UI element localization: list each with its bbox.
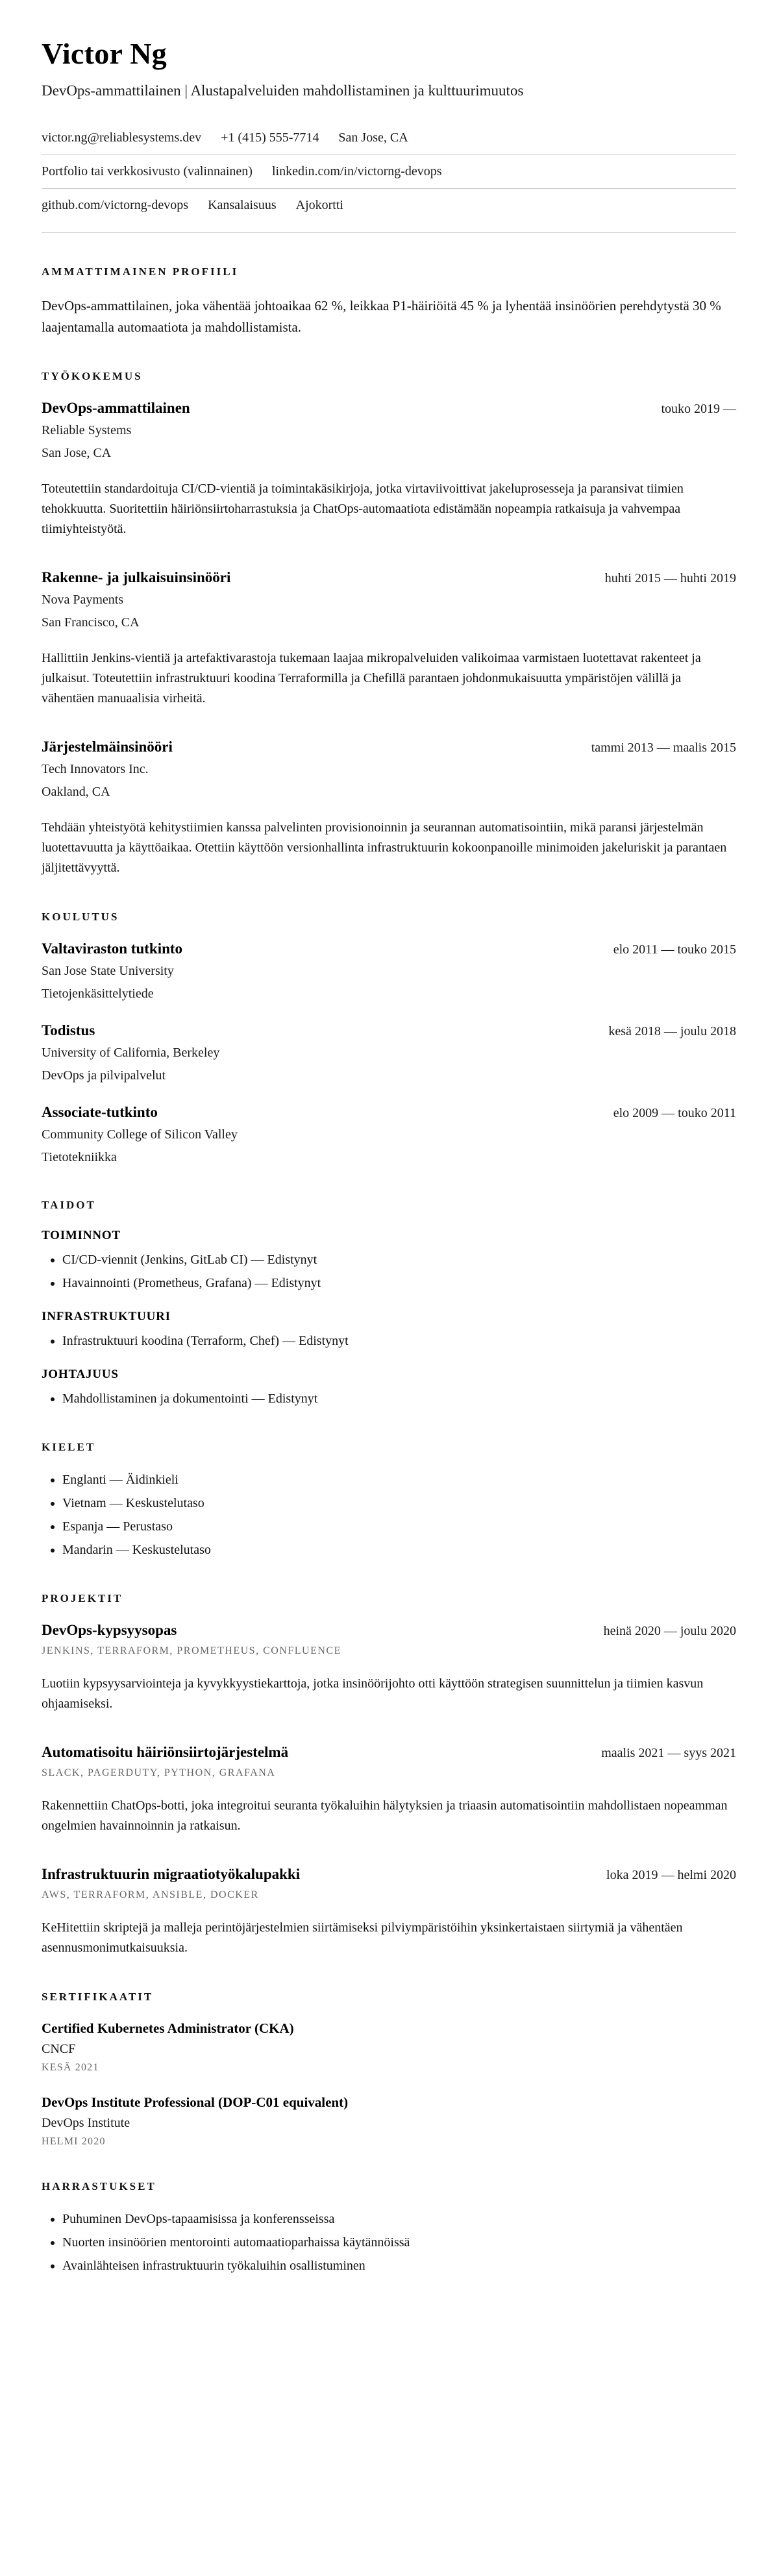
job-entry [42,569,736,709]
job-description: Toteutettiin standardoituja CI/CD-vientiä ja toimintakäsikirjoja, jotka virtaviivoittivat jakeluprosesseja ja paransivat tiimien tehokkuutta. Suoritettiin häiriönsiirtoharrastuksia ja ChatOps-automaatiota edistämään nopeampia ratkaisuja ja vahvempaa tiimiyhteistyötä. [42,482,684,537]
skill-item: • Infrastruktuuri koodina (Terraform, Chef) — Edistynyt [62,1332,736,1351]
education-entry [42,1104,736,1166]
section-education [42,911,736,1166]
section-languages [42,1441,736,1560]
contact-block [42,121,736,233]
education-dates: elo 2009 — touko 2011 [613,1106,736,1121]
project-title: DevOps-kypsyysopas [42,1622,177,1639]
experience-heading: TYÖKOKEMUS [42,370,143,383]
skill-list [42,1332,736,1351]
project-entry [42,1622,736,1714]
contact-citizenship: Kansalaisuus [208,198,277,212]
certification-date: KESÄ 2021 [42,2062,99,2074]
project-dates: heinä 2020 — joulu 2020 [603,1624,736,1639]
skill-item: • CI/CD-viennit (Jenkins, GitLab CI) — Edistynyt [62,1251,736,1270]
job-title: DevOps-ammattilainen [42,400,190,417]
contact-github: github.com/victorng-devops [42,198,189,212]
skill-group [42,1368,736,1408]
project-entry [42,1866,736,1958]
certification-issuer: DevOps Institute [42,2116,130,2131]
resume-header [42,36,736,233]
certification-issuer: CNCF [42,2042,76,2057]
degree-title: Todistus [42,1022,95,1039]
section-projects [42,1592,736,1958]
hobby-item: • Avainlähteisen infrastruktuurin työkaluihin osallistuminen [62,2257,736,2275]
education-dates: kesä 2018 — joulu 2018 [608,1024,736,1039]
profile-text: DevOps-ammattilainen, joka vähentää johtoaikaa 62 %, leikkaa P1-häiriöitä 45 % ja lyhentää insinöörien perehdytystä 30 % laajentamalla automaatiota ja mahdollistamista. [42,298,721,335]
contact-divider [42,232,736,233]
field-of-study: Tietojenkäsittelytiede [42,987,154,1001]
project-entry [42,1744,736,1836]
hobby-item: • Puhuminen DevOps-tapaamisissa ja konferensseissa [62,2210,736,2229]
job-dates: touko 2019 — [661,402,736,417]
project-description: KeHitettiin skriptejä ja malleja perintöjärjestelmien siirtämiseksi pilviympäristöihin yksinkertaistaen siirtymiä ja vähentäen asennusmonimutkaisuuksia. [42,1920,683,1956]
contact-driving-license: Ajokortti [295,198,343,212]
project-description: Luotiin kypsyysarviointeja ja kyvykkyystiekarttoja, jotka insinöörijohto otti käyttöön strategisen suunnittelun ja tiimien kasvun ohjaamiseksi. [42,1676,704,1711]
job-company: Nova Payments [42,593,124,607]
job-dates: tammi 2013 — maalis 2015 [591,741,736,755]
skill-group-name: TOIMINNOT [42,1229,121,1243]
project-head [42,1622,736,1639]
job-head [42,739,736,755]
section-profile [42,265,736,337]
education-entry [42,1022,736,1085]
languages-heading: KIELET [42,1441,96,1454]
contact-phone: +1 (415) 555-7714 [221,130,319,145]
project-head [42,1744,736,1761]
degree-title: Valtaviraston tutkinto [42,940,183,957]
certification-date: HELMI 2020 [42,2136,106,2148]
project-title: Infrastruktuurin migraatiotyökalupakki [42,1866,301,1883]
job-dates: huhti 2015 — huhti 2019 [604,571,736,586]
skill-group-name: INFRASTRUKTUURI [42,1310,171,1324]
education-head [42,940,736,957]
language-item: • Englanti — Äidinkieli [62,1471,736,1490]
skill-list [42,1390,736,1408]
skill-item: • Mahdollistaminen ja dokumentointi — Edistynyt [62,1390,736,1408]
job-description: Hallittiin Jenkins-vientiä ja artefaktivarastoja tukemaan laajaa mikropalveluiden valikoimaa varmistaen luotettavat rakenteet ja julkaisut. Toteutettiin infrastruktuuri koodina Terraformilla ja Chefillä parantaen johdonmukaisuutta ympäristöjen välillä ja vähentäen manuaalisia virheitä. [42,651,701,706]
job-head [42,569,736,586]
education-head [42,1022,736,1039]
skill-group-name: JOHTAJUUS [42,1368,119,1382]
contact-row-1 [42,121,736,154]
job-location: San Jose, CA [42,446,112,461]
profile-heading: AMMATTIMAINEN PROFIILI [42,265,239,278]
job-title: Järjestelmäinsinööri [42,739,173,755]
project-stack: AWS, TERRAFORM, ANSIBLE, DOCKER [42,1889,259,1901]
contact-email: victor.ng@reliablesystems.dev [42,130,202,145]
project-head [42,1866,736,1883]
contact-row-2 [42,155,736,188]
section-certifications [42,1991,736,2148]
project-stack: SLACK, PAGERDUTY, PYTHON, GRAFANA [42,1767,276,1779]
certification-entry [42,2094,736,2148]
skill-item: • Havainnointi (Prometheus, Grafana) — Edistynyt [62,1274,736,1293]
certification-title: DevOps Institute Professional (DOP-C01 equivalent) [42,2094,349,2111]
language-list [42,1471,736,1560]
contact-portfolio: Portfolio tai verkkosivusto (valinnainen) [42,164,253,178]
certification-entry [42,2020,736,2074]
job-location: San Francisco, CA [42,615,140,630]
candidate-name: Victor Ng [42,37,167,70]
school-name: University of California, Berkeley [42,1046,220,1061]
field-of-study: DevOps ja pilvipalvelut [42,1068,166,1083]
school-name: Community College of Silicon Valley [42,1127,238,1142]
language-item: • Espanja — Perustaso [62,1517,736,1536]
project-description: Rakennettiin ChatOps-botti, joka integroitui seuranta työkaluihin hälytyksien ja triaasin automatisointiin mahdollistaen nopeamman ongelmien havainnoinnin ja ratkaisun. [42,1798,728,1834]
skills-heading: TAIDOT [42,1199,96,1212]
field-of-study: Tietotekniikka [42,1150,117,1165]
section-hobbies [42,2180,736,2275]
project-title: Automatisoitu häiriönsiirtojärjestelmä [42,1744,289,1761]
job-company: Tech Innovators Inc. [42,762,149,777]
job-head [42,400,736,417]
job-entry [42,739,736,878]
projects-heading: PROJEKTIT [42,1592,123,1605]
hobbies-heading: HARRASTUKSET [42,2180,156,2193]
skill-group [42,1310,736,1351]
contact-row-3 [42,189,736,222]
education-heading: KOULUTUS [42,911,119,924]
section-experience [42,370,736,878]
section-skills [42,1199,736,1408]
contact-linkedin: linkedin.com/in/victorng-devops [271,164,442,178]
job-entry [42,400,736,539]
skill-list [42,1251,736,1293]
education-entry [42,940,736,1003]
hobby-item: • Nuorten insinöörien mentorointi automaatioparhaissa käytännöissä [62,2233,736,2252]
contact-location: San Jose, CA [338,130,408,145]
candidate-tagline: DevOps-ammattilainen | Alustapalveluiden mahdollistaminen ja kulttuurimuutos [42,82,524,99]
job-location: Oakland, CA [42,785,110,800]
job-title: Rakenne- ja julkaisuinsinööri [42,569,231,586]
language-item: • Vietnam — Keskustelutaso [62,1494,736,1513]
certification-title: Certified Kubernetes Administrator (CKA) [42,2020,294,2037]
project-dates: loka 2019 — helmi 2020 [606,1868,736,1883]
job-company: Reliable Systems [42,423,132,438]
certifications-heading: SERTIFIKAATIT [42,1991,154,2004]
skill-group [42,1229,736,1293]
education-dates: elo 2011 — touko 2015 [613,942,736,957]
language-item: • Mandarin — Keskustelutaso [62,1541,736,1560]
project-dates: maalis 2021 — syys 2021 [601,1746,736,1761]
project-stack: JENKINS, TERRAFORM, PROMETHEUS, CONFLUENCE [42,1645,341,1657]
degree-title: Associate-tutkinto [42,1104,158,1121]
education-head [42,1104,736,1121]
hobby-list [42,2210,736,2275]
job-description: Tehdään yhteistyötä kehitystiimien kanssa palvelinten provisionoinnin ja seurannan automatisointiin, mikä paransi järjestelmän luotettavuutta ja käyttöaikaa. Otettiin käyttöön versionhallinta infrastruktuurin kokoonpanoille minimoiden jakeluriskit ja parantaen jäljitettävyyttä. [42,820,727,876]
school-name: San Jose State University [42,964,174,979]
